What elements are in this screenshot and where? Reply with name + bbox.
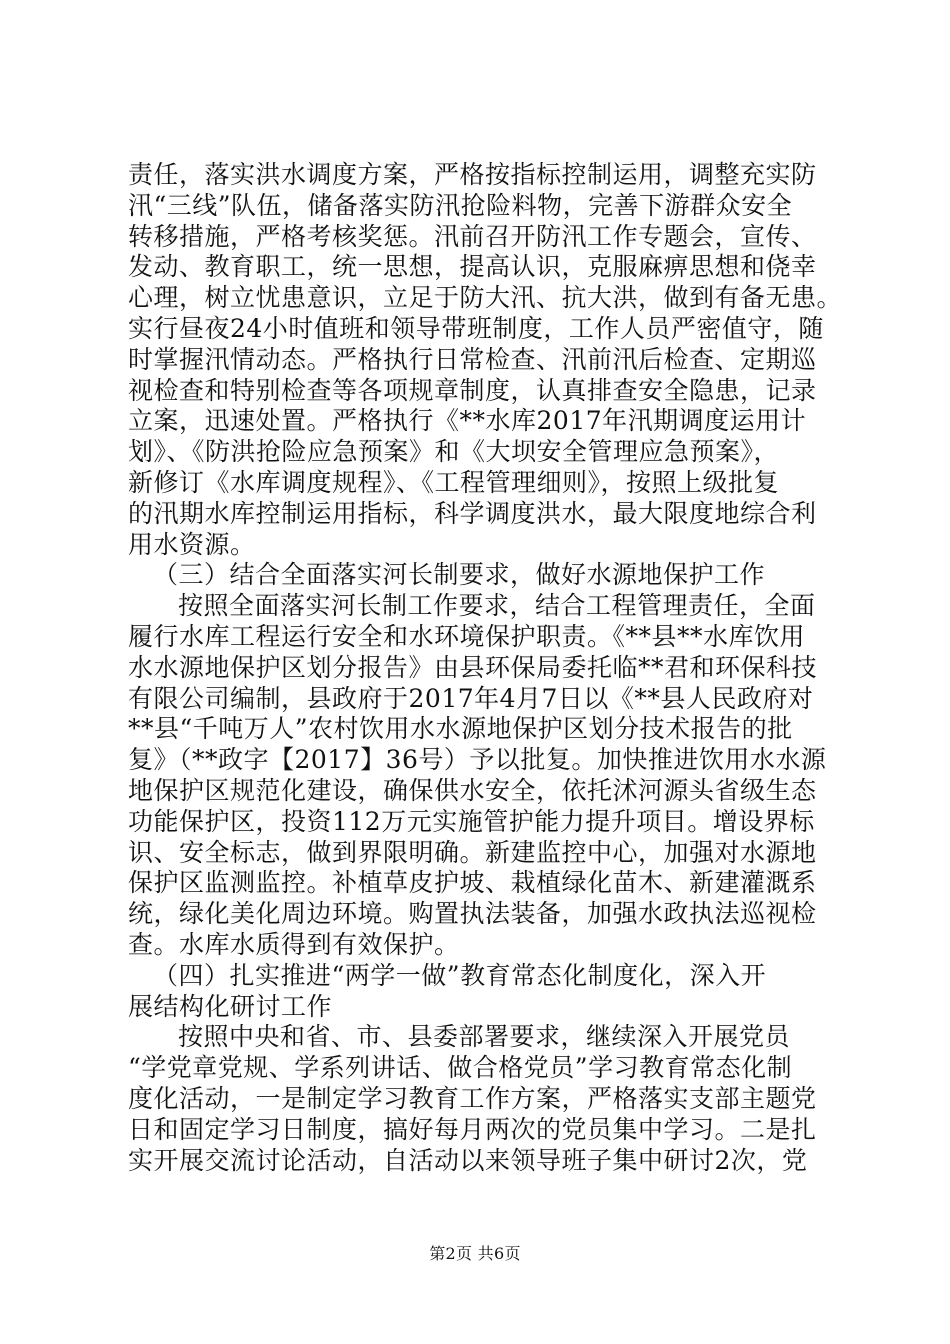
text-line: 度化活动，一是制定学习教育工作方案，严格落实支部主题党 [128, 1083, 817, 1113]
text-line: 统，绿化美化周边环境。购置执法装备，加强水政执法巡视检 [128, 899, 817, 929]
text-line: 实行昼夜24小时值班和领导带班制度，工作人员严密值守，随 [128, 313, 824, 343]
text-line: 时掌握汛情动态。严格执行日常检查、汛前汛后检查、定期巡 [128, 344, 817, 374]
text-line: 按照中央和省、市、县委部署要求，继续深入开展党员 [178, 1022, 791, 1052]
text-line: 复》（**政字【2017】36号）予以批复。加快推进饮用水水源 [128, 745, 827, 775]
text-line: 展结构化研讨工作 [128, 991, 333, 1021]
text-line: 用水资源。 [128, 529, 256, 559]
text-line: 按照全面落实河长制工作要求，结合工程管理责任，全面 [178, 591, 816, 621]
text-line: **县“千吨万人”农村饮用水水源地保护区划分技术报告的批 [128, 714, 793, 744]
text-line: 查。水库水质得到有效保护。 [128, 929, 460, 959]
text-line: 发动、教育职工，统一思想，提高认识，克服麻痹思想和侥幸 [128, 252, 817, 282]
text-line: 新修订《水库调度规程》、《工程管理细则》，按照上级批复 [128, 467, 780, 497]
text-line: （四）扎实推进“两学一做”教育常态化制度化，深入开 [153, 960, 767, 990]
text-line: 转移措施，严格考核奖惩。汛前召开防汛工作专题会，宣传、 [128, 221, 817, 251]
text-line: 履行水库工程运行安全和水环境保护职责。《**县**水库饮用 [128, 621, 806, 651]
text-line: （三）结合全面落实河长制要求，做好水源地保护工作 [153, 560, 766, 590]
text-line: 汛“三线”队伍，储备落实防汛抢险料物，完善下游群众安全 [128, 190, 793, 220]
text-line: 实开展交流讨论活动，自活动以来领导班子集中研讨2次，党 [128, 1145, 808, 1175]
text-line: 心理，树立忧患意识，立足于防大汛、抗大洪，做到有备无患。 [128, 283, 843, 313]
text-line: 功能保护区，投资112万元实施管护能力提升项目。增设界标 [128, 806, 815, 836]
text-line: 的汛期水库控制运用指标，科学调度洪水，最大限度地综合利 [128, 498, 817, 528]
text-line: 视检查和特别检查等各项规章制度，认真排查安全隐患，记录 [128, 375, 817, 405]
text-line: 保护区监测监控。补植草皮护坡、栽植绿化苗木、新建灌溉系 [128, 868, 817, 898]
text-line: 水水源地保护区划分报告》由县环保局委托临**君和环保科技 [128, 652, 818, 682]
text-line: 责任，落实洪水调度方案，严格按指标控制运用，调整充实防 [128, 160, 817, 189]
text-line: 立案，迅速处置。严格执行《**水库2017年汛期调度运用计 [128, 406, 807, 436]
text-line: 识、安全标志，做到界限明确。新建监控中心，加强对水源地 [128, 837, 817, 867]
text-line: 地保护区规范化建设，确保供水安全，依托沭河源头省级生态 [128, 775, 817, 805]
text-line: 有限公司编制，县政府于2017年4月7日以《**县人民政府对 [128, 683, 814, 713]
page-footer: 第2页 共6页 [429, 1244, 521, 1263]
text-line: 日和固定学习日制度，搞好每月两次的党员集中学习。二是扎 [128, 1114, 817, 1144]
text-line: 划》、《防洪抢险应急预案》和《大坝安全管理应急预案》， [128, 437, 780, 467]
document-body [128, 160, 843, 1176]
text-line: “学党章党规、学系列讲话、做合格党员”学习教育常态化制 [128, 1053, 793, 1083]
